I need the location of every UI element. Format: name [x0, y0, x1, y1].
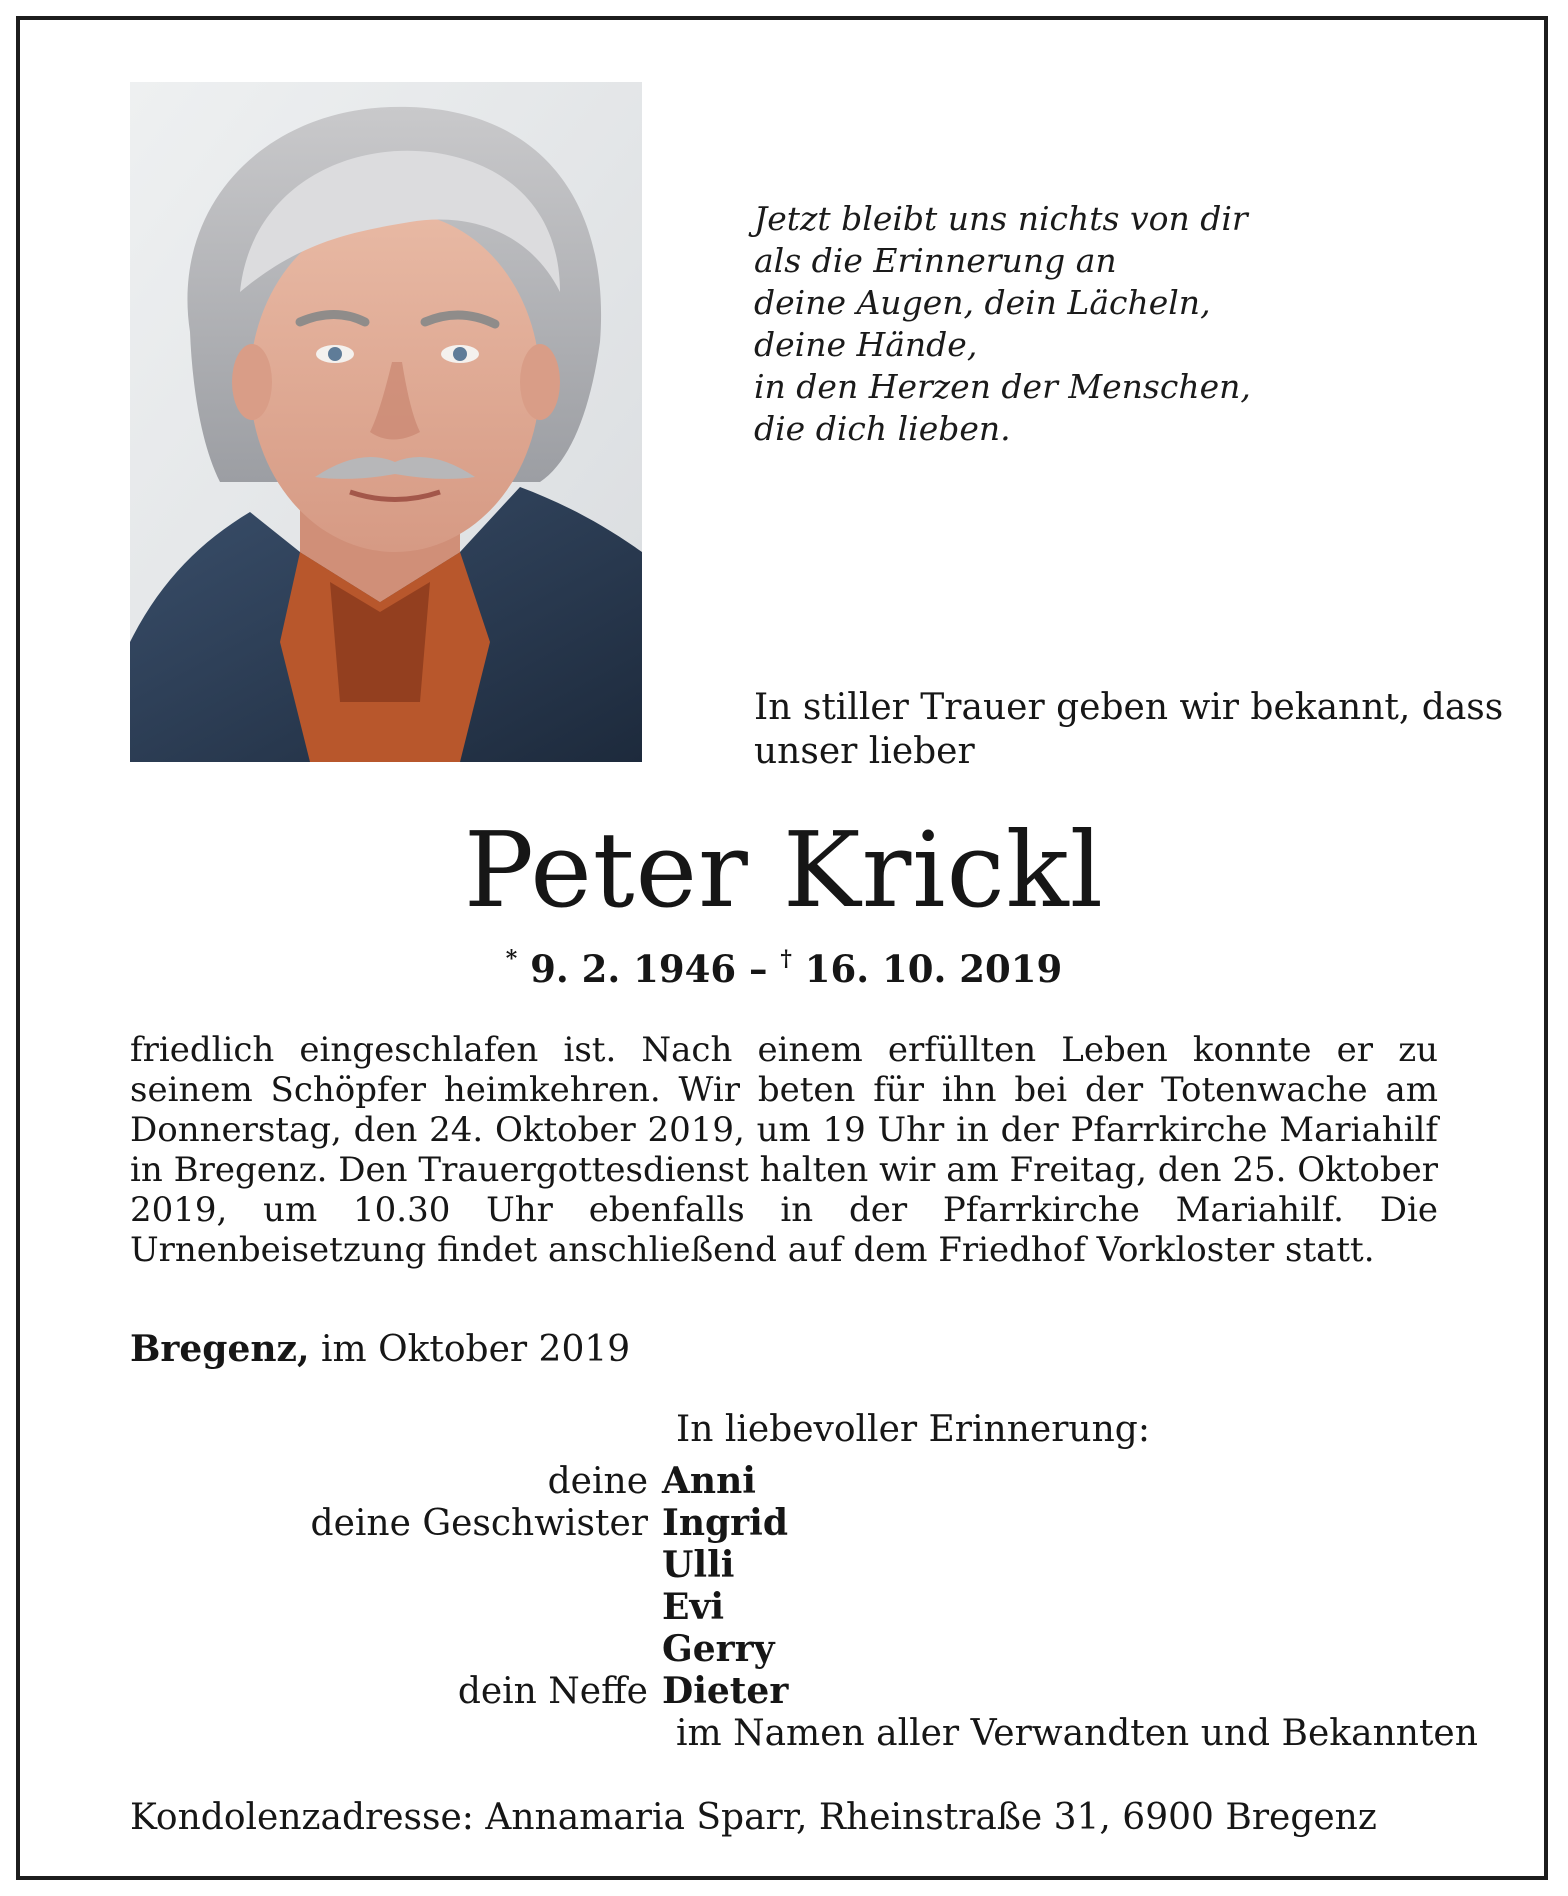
- birth-star-icon: *: [505, 946, 518, 972]
- condolence-address: Kondolenzadresse: Annamaria Sparr, Rheinstraße 31, 6900 Bregenz: [130, 1797, 1377, 1838]
- death-date: 16. 10. 2019: [804, 947, 1063, 991]
- date-separator: –: [749, 947, 768, 991]
- place-date: [130, 1326, 630, 1373]
- mourner-relation: deine Geschwister: [310, 1503, 648, 1544]
- place: Bregenz,: [130, 1328, 310, 1370]
- poem-line: deine Augen, dein Lächeln,: [754, 283, 1211, 322]
- mourner-name: Anni: [662, 1460, 756, 1502]
- date: im Oktober 2019: [320, 1329, 631, 1370]
- intro-line: In stiller Trauer geben wir bekannt, dass: [754, 687, 1504, 728]
- mourner-name: Ingrid: [662, 1502, 788, 1544]
- mourners-closing: im Namen aller Verwandten und Bekannten: [676, 1713, 1478, 1754]
- mourner-row: [130, 1460, 1470, 1502]
- mourner-name: Ulli: [662, 1544, 735, 1586]
- mourner-relation: deine: [547, 1461, 648, 1502]
- life-dates: [0, 944, 1568, 994]
- mourner-row: [130, 1502, 1470, 1544]
- poem: [754, 198, 1274, 450]
- memory-heading: In liebevoller Erinnerung:: [676, 1409, 1150, 1450]
- birth-date: 9. 2. 1946: [530, 947, 737, 991]
- death-cross-icon: †: [780, 946, 792, 972]
- mourner-name: Evi: [662, 1586, 725, 1628]
- poem-line: in den Herzen der Menschen,: [754, 367, 1251, 406]
- intro-line: unser lieber: [754, 731, 975, 772]
- mourner-name: Gerry: [662, 1628, 775, 1670]
- poem-line: deine Hände,: [754, 325, 978, 364]
- poem-line: Jetzt bleibt uns nichts von dir: [754, 199, 1248, 238]
- mourner-row: [130, 1670, 1470, 1712]
- poem-line: die dich lieben.: [754, 409, 1011, 448]
- deceased-name: Peter Krickl: [463, 809, 1105, 931]
- mourner-row: [130, 1544, 1470, 1586]
- mourner-name: Dieter: [662, 1670, 789, 1712]
- portrait-photo: [130, 82, 642, 762]
- mourner-relation: dein Neffe: [457, 1671, 648, 1712]
- mourners-list: [130, 1460, 1470, 1712]
- mourner-row: [130, 1586, 1470, 1628]
- obituary-body: friedlich eingeschlafen ist. Nach einem erfüllten Leben konnte er zu seinem Schöpfer heimkehren. Wir beten für ihn bei der Totenwache am Donnerstag, den 24. Oktober 2019, um 19 Uhr in der Pfarrkirche Mariahilf in Bregenz. Den Trauergottesdienst halten wir am Freitag, den 25. Oktober 2019, um 10.30 Uhr ebenfalls in der Pfarrkirche Mariahilf. Die Urnenbeisetzung findet anschließend auf dem Friedhof Vorkloster statt.: [130, 1030, 1438, 1270]
- announcement-intro: [754, 686, 1504, 774]
- poem-line: als die Erinnerung an: [754, 241, 1117, 280]
- portrait-illustration: [130, 82, 642, 762]
- mourner-row: [130, 1628, 1470, 1670]
